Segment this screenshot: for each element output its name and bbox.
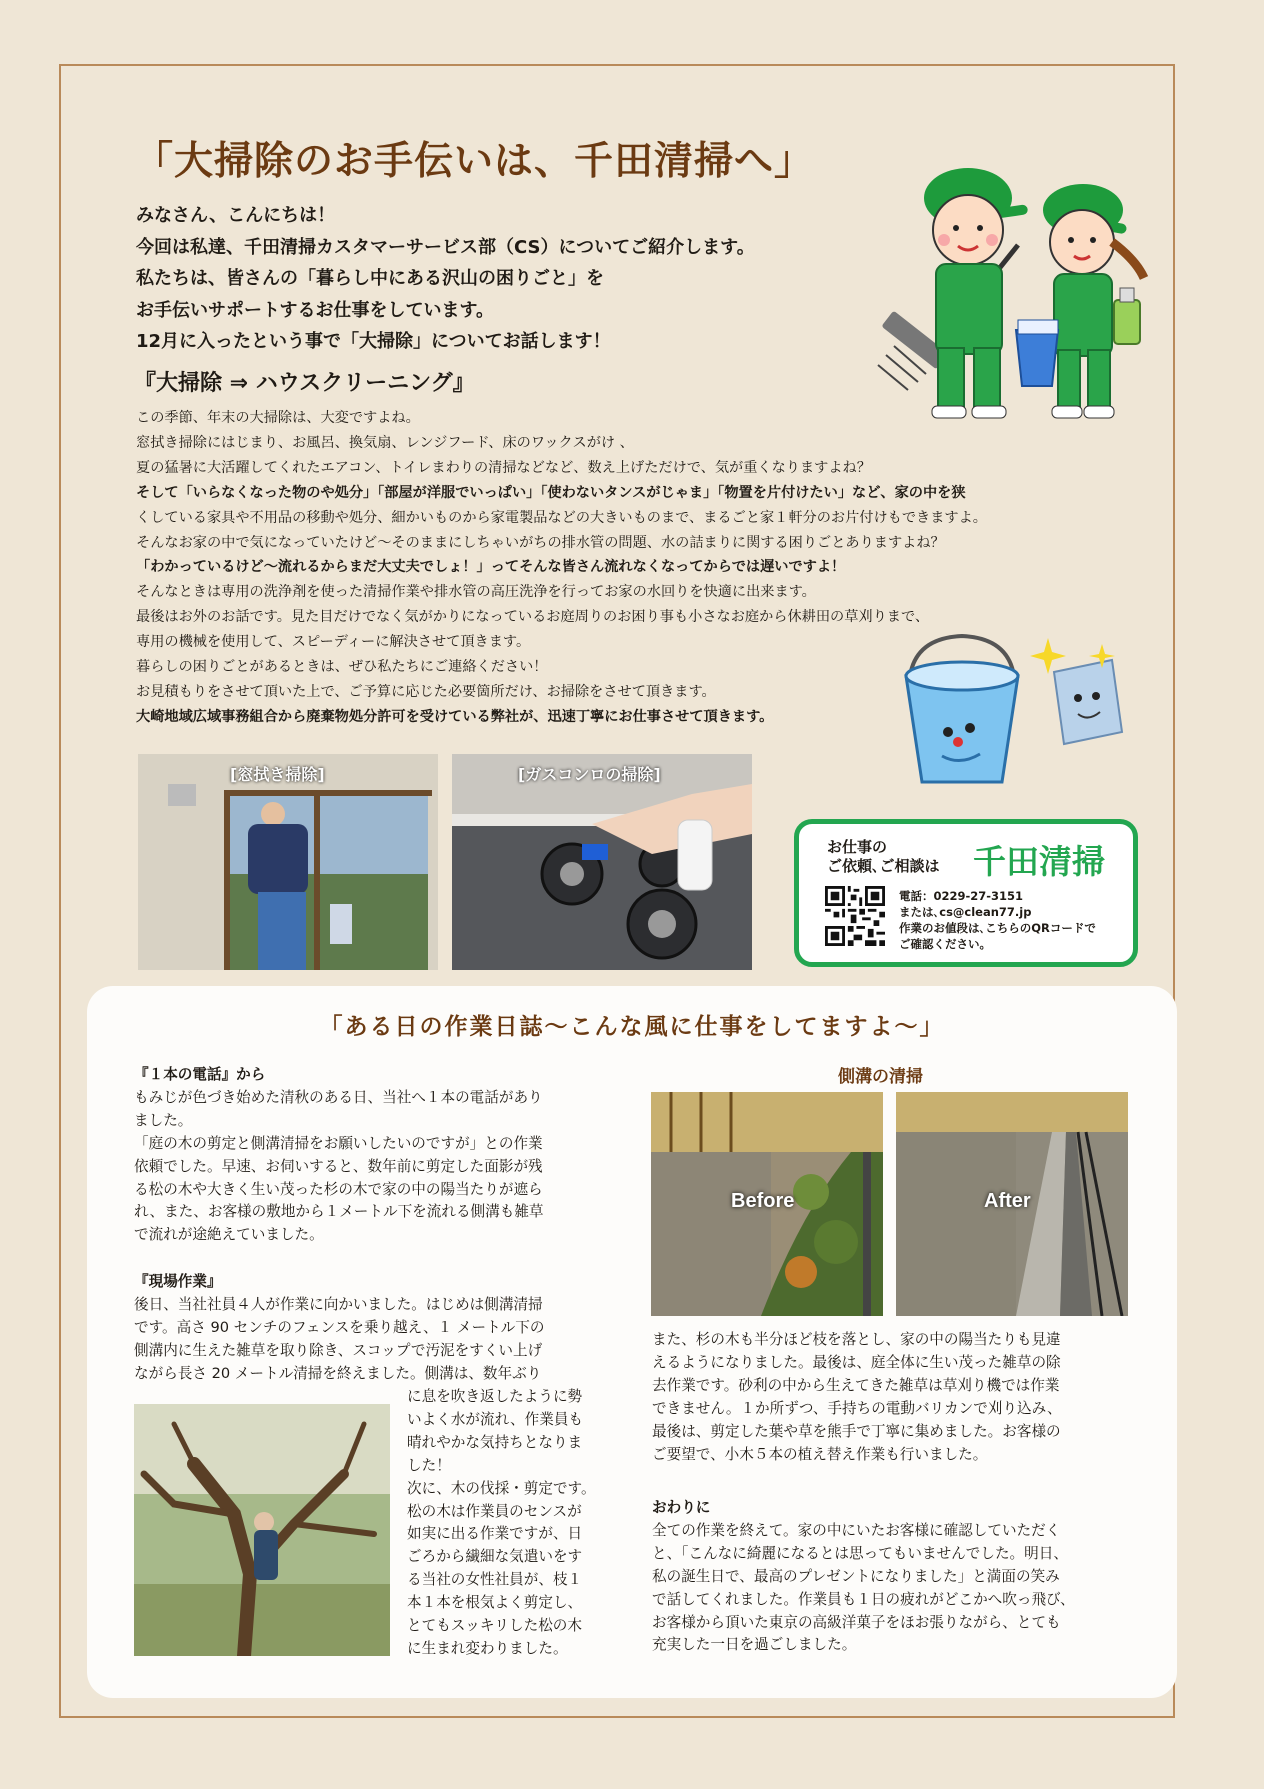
- diary-left-para1: [134, 1064, 544, 1247]
- diary-line: とてもスッキリした松の木: [407, 1617, 582, 1635]
- diary-line: お客様から頂いた東京の高級洋菓子をほお張りながら、とても: [652, 1613, 1061, 1631]
- contact-lead-line: ご依頼､ご相談は: [827, 857, 940, 875]
- diary-heading-phone-call: 『１本の電話』から: [134, 1066, 266, 1083]
- gutter-after-photo: [896, 1092, 1128, 1316]
- intro-line: 12月に入ったという事で「大掃除」についてお話します！: [136, 331, 611, 352]
- after-label: After: [984, 1190, 1031, 1212]
- diary-line: る当社の女性社員が、枝１: [407, 1571, 583, 1589]
- intro-line: 私たちは、皆さんの「暮らし中にある沢山の困りごと」を: [136, 268, 604, 289]
- diary-line: もみじが色づき始めた清秋のある日、当社へ１本の電話があり: [134, 1088, 543, 1106]
- body-line-emphasis: 「わかっているけど〜流れるからまだ大丈夫でしょ！」ってそんな皆さん流れなくなってからでは遅いですよ！: [136, 559, 846, 576]
- body-line: くしている家具や不用品の移動や処分、細かいものから家電製品などの大きいものまで、まるごと家１軒分のお片付けもできますよ。: [136, 509, 987, 526]
- body-line: 窓拭き掃除にはじまり、お風呂、換気扇、レンジフード、床のワックスがけ 、: [136, 434, 634, 451]
- diary-heading-conclusion: おわりに: [652, 1499, 711, 1516]
- before-label: Before: [731, 1190, 795, 1212]
- diary-line: ながら長さ 20 メートル清掃を終えました。側溝は、数年ぶり: [134, 1364, 542, 1382]
- body-line-emphasis: そして「いらなくなった物のや処分」「部屋が洋服でいっぱい」「使わないタンスがじゃま」「物置を片付けたい」など、家の中を狭: [136, 484, 966, 501]
- diary-line: した！: [407, 1456, 451, 1474]
- diary-line: いよく水が流れ、作業員も: [407, 1410, 584, 1428]
- photo-label-stove: [ガスコンロの掃除]: [518, 765, 661, 784]
- diary-line: る松の木や大きく生い茂った杉の木で家の中の陽当たりが遮ら: [134, 1180, 543, 1198]
- diary-line: また、杉の木も半分ほど枝を落とし、家の中の陽当たりも見違: [652, 1331, 1061, 1348]
- section1-subtitle: 『大掃除 ⇒ ハウスクリーニング』: [134, 371, 475, 396]
- diary-line: ご要望で、小木５本の植え替え作業も行いました。: [652, 1445, 988, 1463]
- diary-line: 後日、当社社員４人が作業に向かいました。はじめは側溝清掃: [134, 1295, 543, 1313]
- diary-line: できません。１か所ずつ、手持ちの電動バリカンで刈り込み、: [652, 1399, 1062, 1417]
- window-photo-scene: [138, 754, 438, 970]
- diary-line: 本１本を根気よく剪定し、: [407, 1594, 583, 1612]
- body-line: そんなときは専用の洗浄剤を使った清掃作業や排水管の高圧洗浄を行ってお家の水回りを快適に出来ます。: [136, 584, 816, 601]
- qr-code[interactable]: [825, 886, 885, 946]
- contact-phone[interactable]: 電話：0229-27-3151: [899, 889, 1024, 903]
- contact-info: [899, 888, 1096, 952]
- body-line: この季節、年末の大掃除は、大変ですよね。: [136, 410, 420, 426]
- contact-box: [794, 819, 1138, 967]
- pine-pruning-photo: [134, 1404, 390, 1656]
- diary-line: 去作業です。砂利の中から生えてきた雑草は草刈り機では作業: [652, 1376, 1060, 1394]
- intro-line: 今回は私達、千田清掃カスタマーサービス部（CS）についてご紹介します。: [136, 236, 755, 258]
- pine-photo-scene: [134, 1404, 390, 1656]
- diary-left-para2: [134, 1271, 544, 1386]
- stove-photo-scene: [452, 754, 752, 970]
- diary-line: に生まれ変わりました。: [407, 1639, 568, 1657]
- body-line: お見積もりをさせて頂いた上で、ご予算に応じた必要箇所だけ、お掃除をさせて頂きます。: [136, 683, 716, 700]
- diary-line: 依頼でした。早速、お伺いすると、数年前に剪定した面影が残: [134, 1157, 543, 1175]
- diary-right-para2: [652, 1497, 1075, 1657]
- diary-line: 次に、木の伐採・剪定です。: [407, 1479, 596, 1497]
- body-line: そんなお家の中で気になっていたけど〜そのままにしちゃいがちの排水管の問題、水の詰まりに関する困りごとありますよね？: [136, 534, 945, 551]
- contact-brand: 千田清掃: [973, 842, 1105, 881]
- diary-line: 如実に出る作業ですが、日: [407, 1525, 583, 1543]
- intro-line: みなさん、こんにちは！: [136, 205, 336, 226]
- diary-line: 充実した一日を過ごしました。: [652, 1636, 857, 1654]
- diary-line: 最後は、剪定した葉や草を熊手で丁寧に集めました。お客様の: [652, 1422, 1061, 1440]
- body-line: 専用の機械を使用して、スピーディーに解決させて頂きます。: [136, 634, 531, 651]
- gutter-before-photo: [651, 1092, 883, 1316]
- diary-line: 側溝内に生えた雑草を取り除き、スコップで汚泥をすくい上げ: [134, 1341, 543, 1359]
- diary-line: です。高さ 90 センチのフェンスを乗り越え、１ メートル下の: [134, 1318, 545, 1336]
- diary-line: と、「こんなに綺麗になるとは思ってもいませんでした。明日、: [652, 1544, 1068, 1562]
- diary-line: で話してくれました。作業員も１日の疲れがどこかへ吹っ飛び、: [652, 1590, 1075, 1608]
- diary-line: 私の誕生日で、最高のプレゼントになりました」と満面の笑み: [652, 1567, 1060, 1585]
- contact-note: ご確認ください｡: [899, 937, 986, 951]
- body-line-emphasis: 大崎地域広域事務組合から廃棄物処分許可を受けている弊社が、迅速丁寧にお仕事させて頂きます。: [136, 708, 774, 725]
- diary-line: で流れが途絶えていました。: [134, 1226, 324, 1244]
- intro-text: [136, 200, 896, 358]
- bucket-mascot-illustration: [896, 632, 1146, 792]
- diary-heading-site-work: 『現場作業』: [134, 1273, 222, 1290]
- diary-line: ごろから繊細な気遣いをす: [407, 1548, 583, 1566]
- stove-cleaning-photo: [452, 754, 752, 970]
- contact-lead-line: お仕事の: [827, 838, 888, 856]
- photo-label-window: [窓拭き掃除]: [230, 765, 325, 784]
- contact-email[interactable]: または､cs@clean77.jp: [899, 905, 1032, 919]
- gutter-caption: 側溝の清掃: [838, 1067, 923, 1087]
- diary-line: 晴れやかな気持ちとなりま: [407, 1433, 583, 1451]
- diary-line: えるようになりました。最後は、庭全体に生い茂った雑草の除: [652, 1353, 1061, 1371]
- page-title: 「大掃除のお手伝いは、千田清掃へ」: [134, 139, 815, 184]
- window-cleaning-photo: [138, 754, 438, 970]
- contact-note: 作業のお値段は､こちらのQRコードで: [899, 921, 1096, 935]
- contact-lead: [827, 838, 940, 876]
- diary-line: に息を吹き返したように勢: [407, 1388, 583, 1405]
- staff-illustration: [868, 150, 1160, 430]
- intro-line: お手伝いサポートするお仕事をしています。: [136, 299, 495, 321]
- body-line: 最後はお外のお話です。見た目だけでなく気がかりになっているお庭周りのお困り事も小さなお庭から休耕田の草刈りまで、: [136, 609, 930, 626]
- body-line: 夏の猛暑に大活躍してくれたエアコン、トイレまわりの清掃などなど、数え上げただけで、気が重くなりますよね？: [136, 459, 871, 476]
- diary-line: れ、また、お客様の敷地から１メートル下を流れる側溝も雑草: [134, 1203, 544, 1221]
- diary-line: ました。: [134, 1111, 193, 1129]
- diary-right-para1: [652, 1329, 1062, 1466]
- diary-line: 松の木は作業員のセンスが: [407, 1502, 582, 1520]
- diary-line: 「庭の木の剪定と側溝清掃をお願いしたいのですが」との作業: [134, 1134, 543, 1152]
- diary-left-para3: [407, 1386, 596, 1661]
- diary-line: 全ての作業を終えて。家の中にいたお客様に確認していただく: [652, 1521, 1061, 1539]
- work-diary-title: 「ある日の作業日誌〜こんな風に仕事をしてますよ〜」: [319, 1014, 945, 1040]
- body-line: 暮らしの困りごとがあるときは、ぜひ私たちにご連絡ください！: [136, 659, 548, 676]
